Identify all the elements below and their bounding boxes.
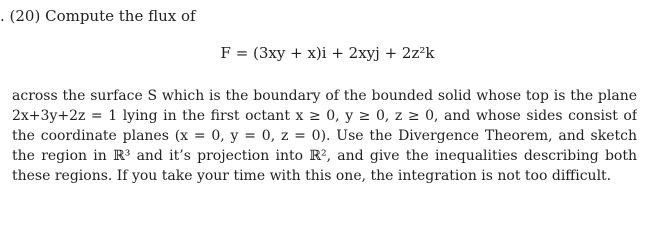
flux-vector-field-equation bbox=[0, 44, 655, 62]
statement-line-5: these regions. If you take your time with this one, the integration is not too difficult. bbox=[12, 168, 612, 184]
statement-line-3: the coordinate planes (x = 0, y = 0, z = 0). Use the Divergence Theorem, and sketch bbox=[12, 128, 637, 144]
statement-line-4: the region in ℝ³ and it’s projection into ℝ², and give the inequalities describing both bbox=[12, 148, 637, 164]
statement-line-1: across the surface S which is the boundary of the bounded solid whose top is the plane bbox=[12, 88, 637, 104]
vector-field-formula: F = (3xy + x)i + 2xyj + 2z²k bbox=[220, 44, 435, 62]
problem-statement bbox=[12, 86, 637, 186]
statement-line-2: 2x+3y+2z = 1 lying in the first octant x ≥ 0, y ≥ 0, z ≥ 0, and whose sides consist of bbox=[12, 108, 637, 124]
problem-header: . (20) Compute the flux of bbox=[0, 7, 196, 25]
